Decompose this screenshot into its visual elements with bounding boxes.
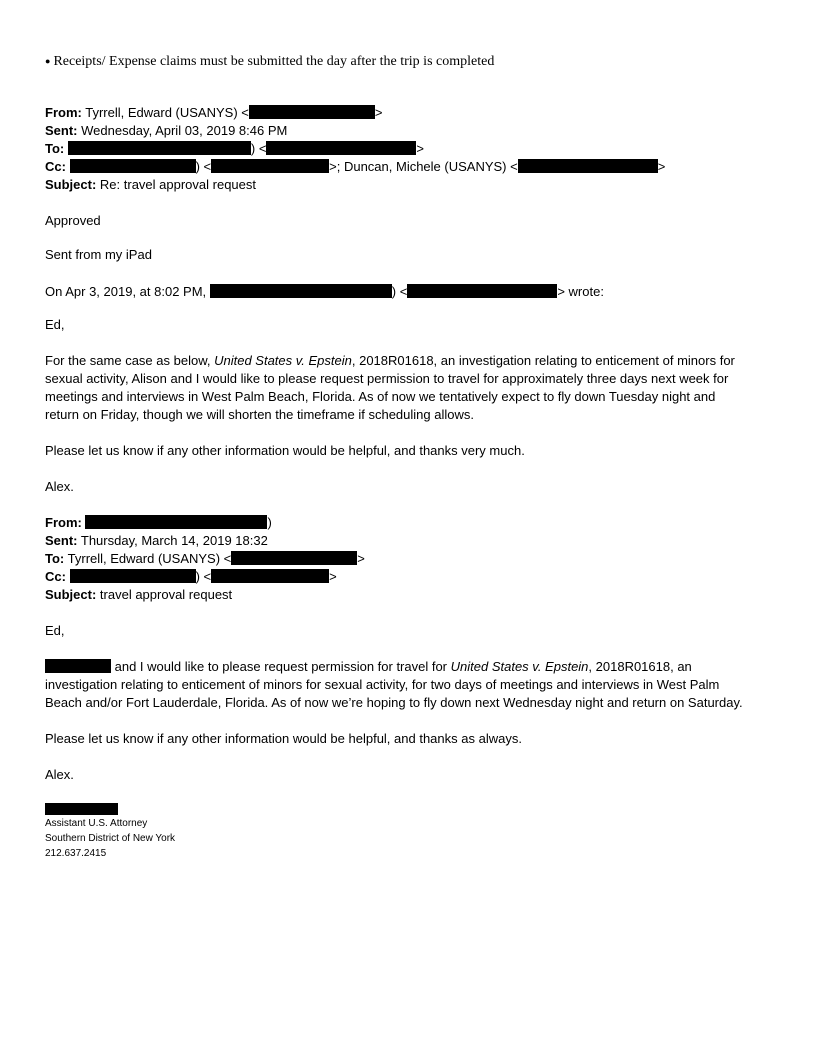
reply-from-line: From: Tyrrell, Edward (USANYS) < > [45, 105, 383, 120]
quoted1-closing: Please let us know if any other information would be helpful, and thanks very much. [45, 443, 525, 458]
redaction-bar [85, 515, 267, 529]
redaction-bar [70, 569, 196, 583]
quoted2-sent-line: Sent: Thursday, March 14, 2019 18:32 [45, 533, 268, 548]
bullet-icon: ● [45, 56, 51, 66]
quoted1-paragraph-line: sexual activity, Alison and I would like to please request permission to travel for approximately three days next week for [45, 371, 729, 386]
quoted1-signoff: Alex. [45, 479, 74, 494]
quoted1-paragraph-line: return on Friday, though we will shorten the timeframe if scheduling allows. [45, 407, 474, 422]
quoted2-closing: Please let us know if any other information would be helpful, and thanks as always. [45, 731, 522, 746]
redaction-bar [211, 159, 329, 173]
reply-body-approved: Approved [45, 213, 101, 228]
quoted2-paragraph-line: investigation relating to enticement of minors for sexual activity, for two days of meetings and interviews in West Palm [45, 677, 720, 692]
signature-phone: 212.637.2415 [45, 848, 107, 859]
reply-subject-line: Subject: Re: travel approval request [45, 177, 257, 192]
reply-body-ipad: Sent from my iPad [45, 247, 152, 262]
redaction-bar [231, 551, 357, 565]
quoted2-cc-line: Cc: ) < > [45, 569, 337, 584]
redaction-bar [211, 569, 329, 583]
reply-cc-line: Cc: ) < >; Duncan, Michele (USANYS) < > [45, 159, 666, 174]
redaction-bar [70, 159, 196, 173]
quoted1-on-line: On Apr 3, 2019, at 8:02 PM, ) < > wrote: [45, 284, 604, 299]
signature-redaction-bar [45, 803, 118, 815]
redaction-bar [407, 284, 557, 298]
reply-sent-line: Sent: Wednesday, April 03, 2019 8:46 PM [45, 123, 288, 138]
redaction-bar [210, 284, 392, 298]
redaction-bar [45, 659, 111, 673]
quoted1-paragraph-line: meetings and interviews in West Palm Beach, Florida. As of now we tentatively expect to fly down Tuesday night and [45, 389, 716, 404]
quoted1-paragraph-line: For the same case as below, United States v. Epstein, 2018R01618, an investigation relating to enticement of minors for [45, 353, 735, 368]
quoted2-to-line: To: Tyrrell, Edward (USANYS) < > [45, 551, 365, 566]
quoted2-paragraph-line: and I would like to please request permission for travel for United States v. Epstein, 2018R01618, an [45, 658, 692, 676]
quoted2-greeting: Ed, [45, 623, 65, 638]
redaction-bar [249, 105, 375, 119]
quoted2-paragraph-line: Beach and/or Fort Lauderdale, Florida. As of now we’re hoping to fly down next Wednesday night and return on Saturday. [45, 695, 743, 710]
reply-to-line: To: ) < > [45, 141, 425, 156]
redaction-bar [266, 141, 416, 155]
signature-title: Assistant U.S. Attorney [45, 818, 148, 829]
redaction-bar [68, 141, 251, 155]
bullet-note: ● Receipts/ Expense claims must be submitted the day after the trip is completed [45, 54, 495, 69]
quoted2-subject-line: Subject: travel approval request [45, 587, 233, 602]
signature-office: Southern District of New York [45, 833, 176, 844]
quoted1-greeting: Ed, [45, 317, 65, 332]
quoted2-from-line: From: ) [45, 515, 272, 530]
quoted2-signoff: Alex. [45, 767, 74, 782]
redaction-bar [518, 159, 658, 173]
